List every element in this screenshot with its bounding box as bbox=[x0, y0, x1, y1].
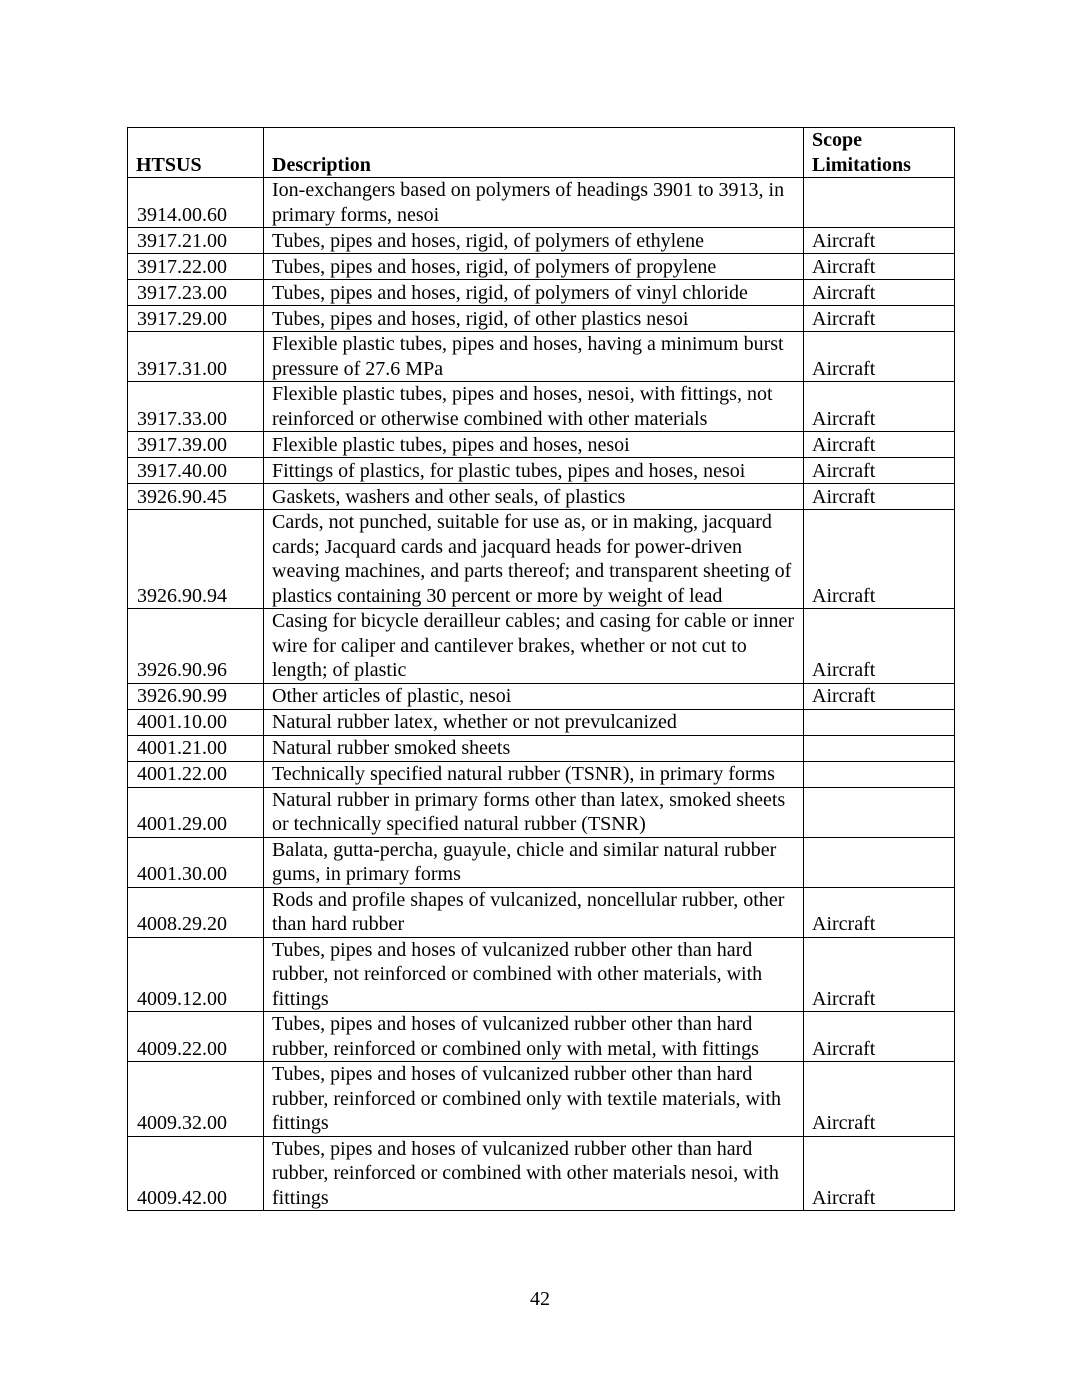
htsus-code-cell: 4009.32.00 bbox=[128, 1062, 264, 1137]
description-cell: Flexible plastic tubes, pipes and hoses, having a minimum burst pressure of 27.6 MPa bbox=[264, 332, 804, 382]
description-cell: Tubes, pipes and hoses, rigid, of other plastics nesoi bbox=[264, 306, 804, 332]
description-cell: Balata, gutta-percha, guayule, chicle and similar natural rubber gums, in primary forms bbox=[264, 837, 804, 887]
htsus-code-cell: 3926.90.94 bbox=[128, 510, 264, 609]
table-row bbox=[128, 735, 955, 761]
table-body bbox=[128, 178, 955, 1211]
description-cell: Tubes, pipes and hoses of vulcanized rubber other than hard rubber, reinforced or combined with other materials nesoi, with fittings bbox=[264, 1136, 804, 1211]
htsus-code-cell: 3917.23.00 bbox=[128, 280, 264, 306]
header-htsus: HTSUS bbox=[128, 128, 264, 178]
table-row bbox=[128, 254, 955, 280]
htsus-code-cell: 3926.90.96 bbox=[128, 609, 264, 684]
table-row bbox=[128, 709, 955, 735]
table-row bbox=[128, 683, 955, 709]
htsus-code-cell: 4001.29.00 bbox=[128, 787, 264, 837]
description-cell: Flexible plastic tubes, pipes and hoses, nesoi, with fittings, not reinforced or otherwise combined with other materials bbox=[264, 382, 804, 432]
description-cell: Ion-exchangers based on polymers of headings 3901 to 3913, in primary forms, nesoi bbox=[264, 178, 804, 228]
page-number: 42 bbox=[530, 1288, 550, 1310]
description-cell: Cards, not punched, suitable for use as, or in making, jacquard cards; Jacquard cards and jacquard heads for power-driven weaving machines, and parts thereof; and transparent sheeting of plastics containing 30 percent or more by weight of lead bbox=[264, 510, 804, 609]
table-row bbox=[128, 382, 955, 432]
scope-limitations-cell: Aircraft bbox=[804, 432, 955, 458]
scope-limitations-cell: Aircraft bbox=[804, 254, 955, 280]
htsus-code-cell: 3917.22.00 bbox=[128, 254, 264, 280]
hts-table bbox=[127, 127, 955, 1211]
description-cell: Tubes, pipes and hoses of vulcanized rubber other than hard rubber, reinforced or combined only with textile materials, with fittings bbox=[264, 1062, 804, 1137]
htsus-code-cell: 3917.40.00 bbox=[128, 458, 264, 484]
description-cell: Flexible plastic tubes, pipes and hoses, nesoi bbox=[264, 432, 804, 458]
table-row bbox=[128, 609, 955, 684]
table-header-row bbox=[128, 128, 955, 178]
scope-limitations-cell: Aircraft bbox=[804, 1136, 955, 1211]
table-row bbox=[128, 458, 955, 484]
scope-limitations-cell: Aircraft bbox=[804, 510, 955, 609]
header-scope-line2: Limitations bbox=[812, 153, 911, 176]
htsus-code-cell: 4001.22.00 bbox=[128, 761, 264, 787]
htsus-code-cell: 4009.22.00 bbox=[128, 1012, 264, 1062]
scope-limitations-cell: Aircraft bbox=[804, 887, 955, 937]
scope-limitations-cell: Aircraft bbox=[804, 937, 955, 1012]
htsus-code-cell: 4009.42.00 bbox=[128, 1136, 264, 1211]
description-cell: Tubes, pipes and hoses of vulcanized rubber other than hard rubber, not reinforced or combined with other materials, with fittings bbox=[264, 937, 804, 1012]
scope-limitations-cell: Aircraft bbox=[804, 280, 955, 306]
scope-limitations-cell: Aircraft bbox=[804, 1062, 955, 1137]
table-row bbox=[128, 937, 955, 1012]
table-row bbox=[128, 306, 955, 332]
table-row bbox=[128, 228, 955, 254]
table-row bbox=[128, 280, 955, 306]
scope-limitations-cell: Aircraft bbox=[804, 228, 955, 254]
htsus-code-cell: 4001.21.00 bbox=[128, 735, 264, 761]
description-cell: Technically specified natural rubber (TSNR), in primary forms bbox=[264, 761, 804, 787]
table-row bbox=[128, 1012, 955, 1062]
table-row bbox=[128, 787, 955, 837]
scope-limitations-cell: Aircraft bbox=[804, 458, 955, 484]
description-cell: Natural rubber in primary forms other than latex, smoked sheets or technically specified natural rubber (TSNR) bbox=[264, 787, 804, 837]
scope-limitations-cell bbox=[804, 837, 955, 887]
description-cell: Tubes, pipes and hoses of vulcanized rubber other than hard rubber, reinforced or combined only with metal, with fittings bbox=[264, 1012, 804, 1062]
table-row bbox=[128, 178, 955, 228]
htsus-code-cell: 4001.30.00 bbox=[128, 837, 264, 887]
table-row bbox=[128, 432, 955, 458]
scope-limitations-cell: Aircraft bbox=[804, 683, 955, 709]
description-cell: Tubes, pipes and hoses, rigid, of polymers of vinyl chloride bbox=[264, 280, 804, 306]
table-row bbox=[128, 1136, 955, 1211]
table-row bbox=[128, 761, 955, 787]
scope-limitations-cell bbox=[804, 761, 955, 787]
scope-limitations-cell bbox=[804, 735, 955, 761]
htsus-code-cell: 4008.29.20 bbox=[128, 887, 264, 937]
table-row bbox=[128, 332, 955, 382]
htsus-code-cell: 3917.29.00 bbox=[128, 306, 264, 332]
scope-limitations-cell bbox=[804, 709, 955, 735]
scope-limitations-cell: Aircraft bbox=[804, 382, 955, 432]
table-row bbox=[128, 484, 955, 510]
table-row bbox=[128, 510, 955, 609]
table-row bbox=[128, 887, 955, 937]
header-description: Description bbox=[264, 128, 804, 178]
htsus-code-cell: 3917.21.00 bbox=[128, 228, 264, 254]
description-cell: Tubes, pipes and hoses, rigid, of polymers of ethylene bbox=[264, 228, 804, 254]
description-cell: Natural rubber latex, whether or not prevulcanized bbox=[264, 709, 804, 735]
header-scope-line1: Scope bbox=[812, 129, 862, 151]
table-row bbox=[128, 837, 955, 887]
htsus-code-cell: 3917.39.00 bbox=[128, 432, 264, 458]
scope-limitations-cell: Aircraft bbox=[804, 484, 955, 510]
htsus-code-cell: 4001.10.00 bbox=[128, 709, 264, 735]
htsus-code-cell: 4009.12.00 bbox=[128, 937, 264, 1012]
htsus-code-cell: 3914.00.60 bbox=[128, 178, 264, 228]
scope-limitations-cell: Aircraft bbox=[804, 332, 955, 382]
description-cell: Gaskets, washers and other seals, of plastics bbox=[264, 484, 804, 510]
description-cell: Casing for bicycle derailleur cables; and casing for cable or inner wire for caliper and cantilever brakes, whether or not cut to length; of plastic bbox=[264, 609, 804, 684]
htsus-code-cell: 3917.33.00 bbox=[128, 382, 264, 432]
scope-limitations-cell: Aircraft bbox=[804, 1012, 955, 1062]
htsus-code-cell: 3926.90.45 bbox=[128, 484, 264, 510]
table-row bbox=[128, 1062, 955, 1137]
description-cell: Tubes, pipes and hoses, rigid, of polymers of propylene bbox=[264, 254, 804, 280]
description-cell: Rods and profile shapes of vulcanized, noncellular rubber, other than hard rubber bbox=[264, 887, 804, 937]
description-cell: Fittings of plastics, for plastic tubes, pipes and hoses, nesoi bbox=[264, 458, 804, 484]
htsus-code-cell: 3926.90.99 bbox=[128, 683, 264, 709]
htsus-code-cell: 3917.31.00 bbox=[128, 332, 264, 382]
scope-limitations-cell bbox=[804, 787, 955, 837]
scope-limitations-cell bbox=[804, 178, 955, 228]
scope-limitations-cell: Aircraft bbox=[804, 306, 955, 332]
header-scope-limitations bbox=[804, 128, 955, 178]
description-cell: Natural rubber smoked sheets bbox=[264, 735, 804, 761]
scope-limitations-cell: Aircraft bbox=[804, 609, 955, 684]
description-cell: Other articles of plastic, nesoi bbox=[264, 683, 804, 709]
